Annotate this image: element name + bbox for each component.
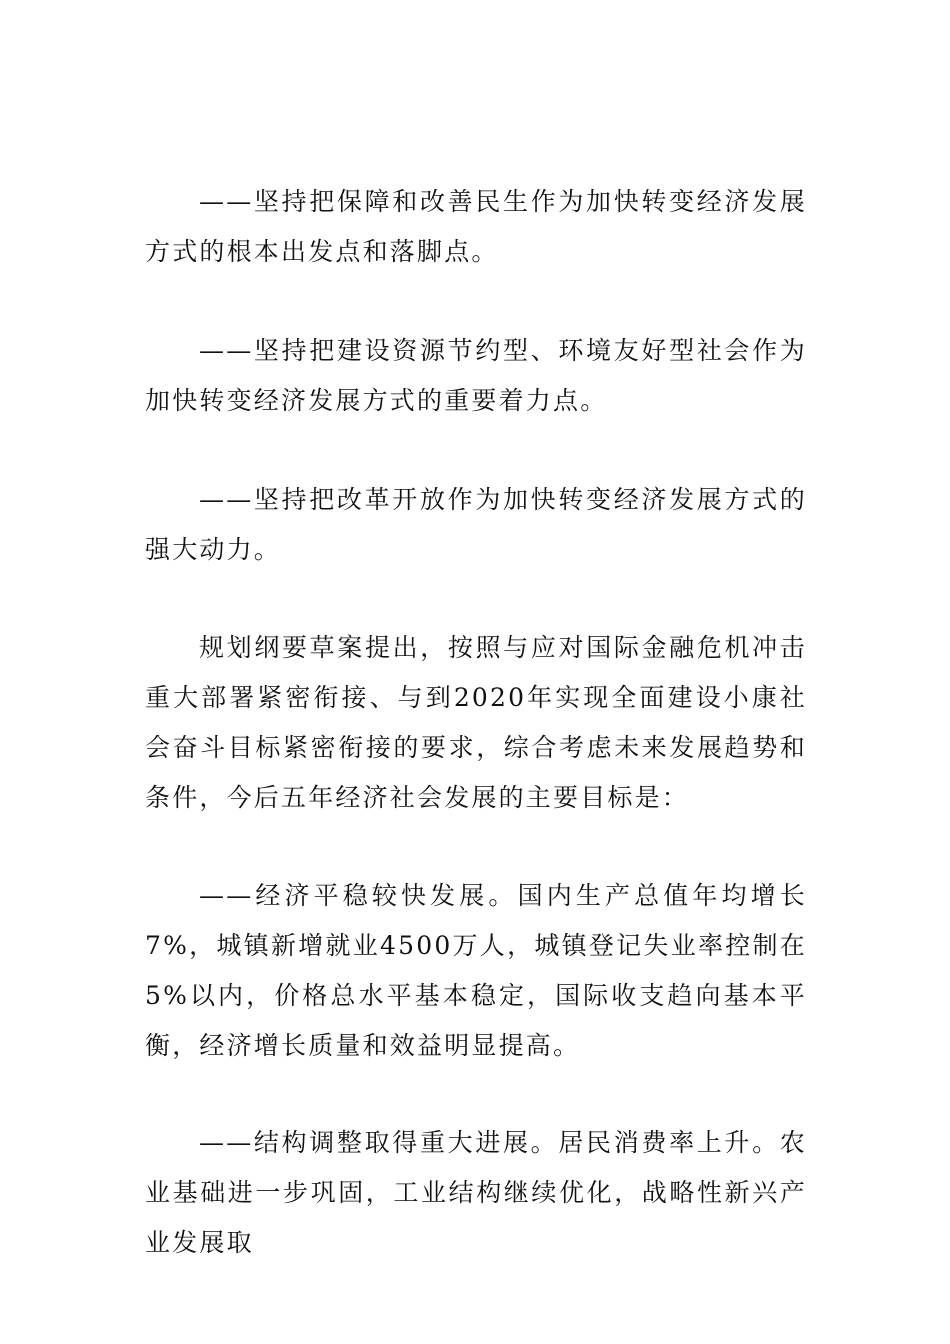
paragraph-structural-adjustment: ——结构调整取得重大进展。居民消费率上升。农业基础进一步巩固，工业结构继续优化，战略性新兴产业发展取 [145, 1128, 807, 1257]
paragraph-reform-opening: ——坚持把改革开放作为加快转变经济发展方式的强大动力。 [145, 485, 807, 564]
paragraph-economic-growth: ——经济平稳较快发展。国内生产总值年均增长7%，城镇新增就业4500万人，城镇登记失业率控制在5%以内，价格总水平基本稳定，国际收支趋向基本平衡，经济增长质量和效益明显提高。 [145, 881, 807, 1060]
paragraph-plan-outline: 规划纲要草案提出，按照与应对国际金融危机冲击重大部署紧密衔接、与到2020年实现全面建设小康社会奋斗目标紧密衔接的要求，综合考虑未来发展趋势和条件，今后五年经济社会发展的主要目标是： [145, 633, 807, 812]
paragraph-livelihood: ——坚持把保障和改善民生作为加快转变经济发展方式的根本出发点和落脚点。 [145, 187, 807, 266]
paragraph-resource-saving: ——坚持把建设资源节约型、环境友好型社会作为加快转变经济发展方式的重要着力点。 [145, 336, 807, 415]
